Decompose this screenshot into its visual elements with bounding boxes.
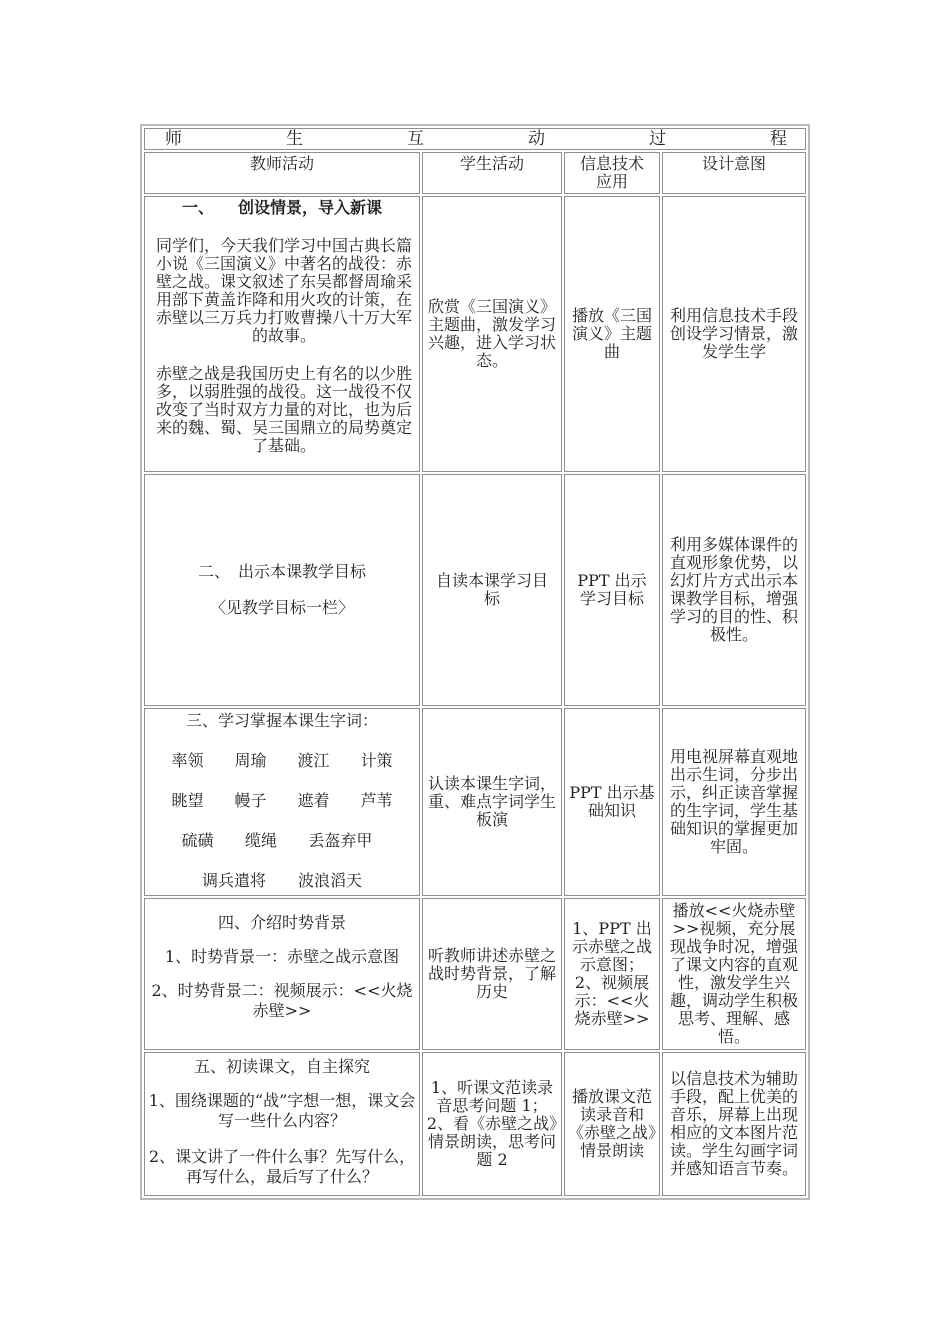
step-paragraph: 〈见教学目标一栏〉 xyxy=(209,598,354,617)
vocab-word: 计策 xyxy=(360,751,393,770)
title-char: 师 xyxy=(165,129,182,149)
row2-tech xyxy=(564,474,660,706)
vocab-word: 波浪滔天 xyxy=(297,871,362,890)
row1-tech xyxy=(564,196,660,472)
step-paragraph: 2、时势背景二：视频展示：<<火烧赤壁>> xyxy=(151,981,413,1020)
step-heading: 四、介绍时势背景 xyxy=(217,913,346,932)
tech-application: PPT 出示学习目标 xyxy=(577,571,647,608)
header-student: 学生活动 xyxy=(422,152,562,194)
student-activity: 1、听课文范读录音思考问题 1；2、看《赤壁之战》情景朗读，思考问题 2 xyxy=(426,1078,558,1169)
row1-intent xyxy=(662,196,806,472)
vocab-word: 眺望 xyxy=(171,791,204,810)
step-heading: 三、学习掌握本课生字词： xyxy=(185,711,378,730)
word-line xyxy=(146,791,418,811)
row2-student xyxy=(422,474,562,706)
word-line xyxy=(146,831,418,851)
header-teacher: 教师活动 xyxy=(144,152,420,194)
step-paragraph: 赤壁之战是我国历史上有名的以少胜多，以弱胜强的战役。这一战役不仅改变了当时双方力量的对比，也为后来的魏、蜀、吴三国鼎立的局势奠定了基础。 xyxy=(155,364,412,455)
design-intent: 用电视屏幕直观地出示生词，分步出示，纠正读音掌握的生字词，学生基础知识的掌握更加牢固。 xyxy=(669,747,798,856)
step-paragraph: 2、课文讲了一件什么事？先写什么，再写什么，最后写了什么？ xyxy=(148,1147,416,1186)
row3-teacher xyxy=(144,708,420,896)
vocab-word: 芦苇 xyxy=(360,791,393,810)
table-title xyxy=(144,128,806,150)
row5-tech xyxy=(564,1052,660,1196)
step-heading: 二、 出示本课教学目标 xyxy=(197,562,366,581)
title-char: 过 xyxy=(649,129,666,149)
tech-application: 播放《三国演义》主题曲 xyxy=(571,306,652,361)
row2-intent xyxy=(662,474,806,706)
vocab-word: 率领 xyxy=(171,751,204,770)
vocab-word: 缆绳 xyxy=(244,831,277,850)
row5-intent xyxy=(662,1052,806,1196)
row4-teacher xyxy=(144,898,420,1050)
step-heading: 一、 创设情景，导入新课 xyxy=(181,198,382,217)
lesson-process-table xyxy=(140,124,810,1200)
step-paragraph: 1、时势背景一：赤壁之战示意图 xyxy=(164,947,400,966)
tech-application: 1、PPT 出示赤壁之战示意图；2、视频展示：<<火烧赤壁>> xyxy=(571,919,652,1028)
row1-student xyxy=(422,196,562,472)
student-activity: 欣赏《三国演义》主题曲，激发学习兴趣，进入学习状态。 xyxy=(427,297,556,370)
student-activity: 自读本课学习目标 xyxy=(435,571,548,608)
student-activity: 听教师讲述赤壁之战时势背景，了解历史 xyxy=(427,946,556,1001)
vocab-word: 渡江 xyxy=(297,751,330,770)
step-paragraph: 同学们，今天我们学习中国古典长篇小说《三国演义》中著名的战役：赤壁之战。课文叙述了东吴都督周瑜采用部下黄盖诈降和用火攻的计策，在赤壁以三万兵力打败曹操八十万大军的故事。 xyxy=(155,236,412,345)
row3-intent xyxy=(662,708,806,896)
row1-teacher xyxy=(144,196,420,472)
vocab-word: 遮着 xyxy=(297,791,330,810)
title-char: 动 xyxy=(528,129,545,149)
design-intent: 利用多媒体课件的直观形象优势，以幻灯片方式出示本课教学目标，增强学习的目的性、积极性。 xyxy=(669,535,798,644)
vocab-word: 丢盔弃甲 xyxy=(308,831,373,850)
header-intent: 设计意图 xyxy=(662,152,806,194)
header-tech: 信息技术应用 xyxy=(564,152,660,194)
word-line xyxy=(146,751,418,771)
tech-application: 播放课文范读录音和《赤壁之战》情景朗读 xyxy=(567,1087,656,1160)
row5-teacher xyxy=(144,1052,420,1196)
title-char: 程 xyxy=(770,129,787,149)
row3-tech xyxy=(564,708,660,896)
step-heading: 五、初读课文，自主探究 xyxy=(193,1057,370,1076)
design-intent: 播放<<火烧赤壁>>视频，充分展现战争时况，增强了课文内容的直观性，激发学生兴趣，调动学生积极思考、理解、感悟。 xyxy=(669,901,798,1046)
title-char: 互 xyxy=(407,129,424,149)
row5-student xyxy=(422,1052,562,1196)
row4-tech xyxy=(564,898,660,1050)
vocab-word: 硫磺 xyxy=(181,831,214,850)
vocab-word: 调兵遣将 xyxy=(201,871,266,890)
title-char: 生 xyxy=(286,129,303,149)
tech-application: PPT 出示基础知识 xyxy=(569,783,655,820)
vocab-word: 周瑜 xyxy=(234,751,267,770)
word-line xyxy=(146,871,418,891)
step-paragraph: 1、围绕课题的“战”字想一想，课文会写一些什么内容？ xyxy=(148,1091,416,1130)
row4-student xyxy=(422,898,562,1050)
vocab-word: 幔子 xyxy=(234,791,267,810)
row2-teacher xyxy=(144,474,420,706)
design-intent: 利用信息技术手段创设学习情景，激发学生学 xyxy=(669,306,798,361)
student-activity: 认读本课生字词，重、难点字词学生板演 xyxy=(427,774,556,829)
row4-intent xyxy=(662,898,806,1050)
design-intent: 以信息技术为辅助手段，配上优美的音乐，屏幕上出现相应的文本图片范读。学生勾画字词并感知语言节奏。 xyxy=(669,1069,798,1178)
row3-student xyxy=(422,708,562,896)
